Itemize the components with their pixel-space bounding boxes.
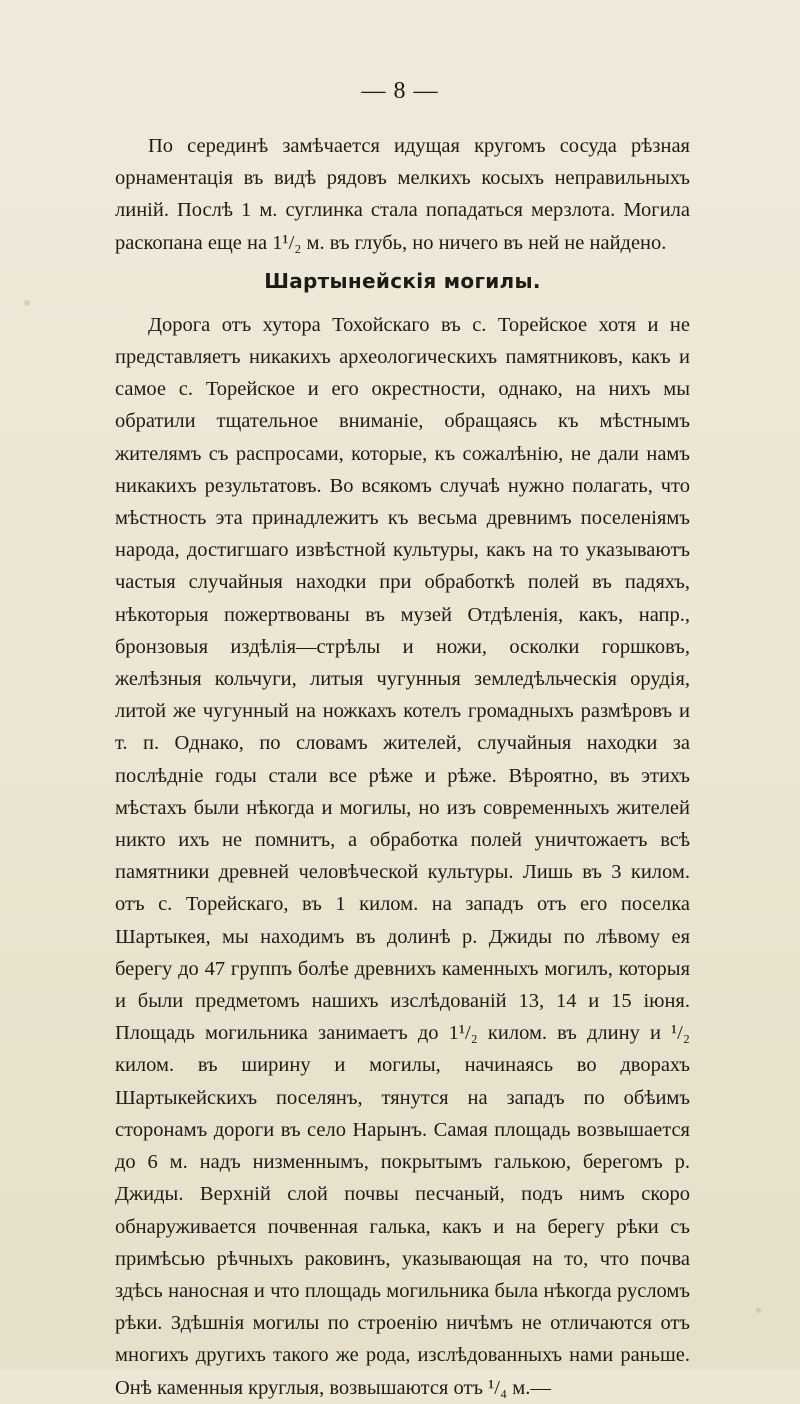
paper-stain <box>24 300 30 306</box>
paper-stain <box>756 1308 761 1313</box>
section-heading: Шартынейскія могилы. <box>264 268 541 293</box>
paragraph-2: Дорога отъ хутора Тохойскаго въ с. Торейское хотя и не представляетъ никакихъ археологическихъ памятниковъ, какъ и самое с. Торейское и его окрестности, однако, на нихъ мы обратили тщательное вниманіе, обращаясь къ мѣстнымъ жителямъ съ распросами, которые, къ сожалѣнію, не дали намъ никакихъ результатовъ. Во всякомъ случаѣ нужно полагать, что мѣстность эта принадлежитъ къ весьма древнимъ поселеніямъ народа, достигшаго извѣстной культуры, какъ на то указываютъ частыя случайныя находки при обработкѣ полей въ падяхъ, нѣкоторыя пожертвованы въ музей Отдѣленія, какъ, напр., бронзовыя издѣлія—стрѣлы и ножи, осколки горшковъ, желѣзныя кольчуги, литыя чугунныя земледѣльческія орудія, литой же чугунный на ножкахъ котелъ громадныхъ размѣровъ и т. п. Однако, по словамъ жителей, случайныя находки за послѣдніе годы стали все рѣже и рѣже. Вѣроятно, въ этихъ мѣстахъ были нѣкогда и могилы, но изъ современныхъ жителей никто ихъ не помнитъ, а обработка полей уничтожаетъ всѣ памятники древней человѣческой культуры. Лишь въ 3 килом. отъ с. Торейскаго, въ 1 килом. на западъ отъ его поселка Шартыкея, мы находимъ въ долинѣ р. Джиды по лѣвому ея берегу до 47 группъ болѣе древнихъ каменныхъ могилъ, которыя и были предметомъ нашихъ изслѣдованій 13, 14 и 15 іюня. Площадь могильника занимаетъ до 1¹/₂ килом. въ длину и ¹/₂ килом. въ ширину и могилы, начинаясь во дворахъ Шартыкейскихъ поселянъ, тянутся на западъ по обѣимъ сторонамъ дороги въ село Нарынъ. Самая площадь возвышается до 6 м. надъ низменнымъ, покрытымъ галькою, берегомъ р. Джиды. Верхній слой почвы песчаный, подъ нимъ скоро обнаруживается почвенная галька, какъ и на берегу рѣки съ примѣсью рѣчныхъ раковинъ, указывающая на то, что почва здѣсь наносная и что площадь могильника была нѣкогда русломъ рѣки. Здѣшнія могилы по строенію ничѣмъ не отличаются отъ многихъ другихъ такого же рода, изслѣдованныхъ нами раньше. Онѣ каменныя круглыя, возвышаются отъ ¹/₄ м.— <box>115 313 690 1399</box>
page-number: — 8 — <box>361 78 439 104</box>
paragraph-1: По серединѣ замѣчается идущая кругомъ сосуда рѣзная орнаментація въ видѣ рядовъ мелкихъ косыхъ неправильныхъ линій. Послѣ 1 м. суглинка стала попадаться мерзлота. Могила раскопана еще на 1¹/₂ м. въ глубь, но ничего въ ней не найдено. <box>115 135 690 254</box>
text-column <box>115 130 690 1404</box>
